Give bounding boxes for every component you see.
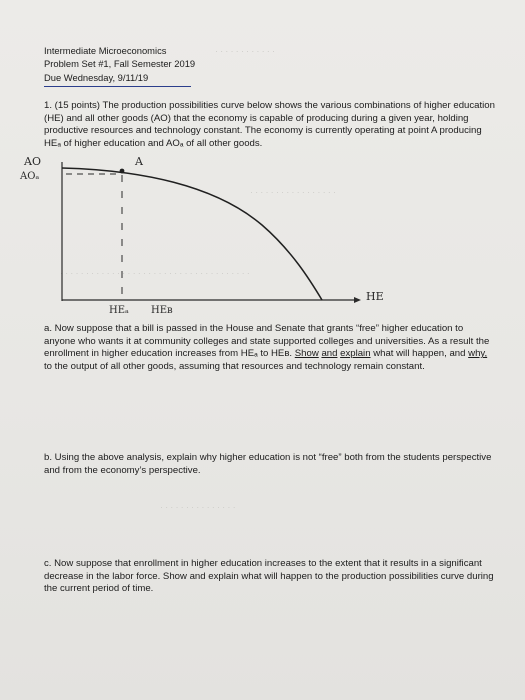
point-a-dot bbox=[120, 169, 125, 174]
problem-set-title: Problem Set #1, Fall Semester 2019 bbox=[44, 58, 196, 69]
bleed-through-text: · · · · · · · · · · · · · · · · · · · · · · · · · · · · · · · · · · · · · bbox=[60, 268, 250, 278]
he-b-label: HEʙ bbox=[151, 305, 173, 316]
bleed-through-text: · · · · · · · · · · · · · · · · · bbox=[250, 187, 336, 197]
x-axis-label: HE bbox=[366, 290, 384, 303]
ppc-curve bbox=[62, 168, 322, 300]
question-a-text: to the output of all other goods, assuming that resources and technology remain constant. bbox=[44, 360, 425, 372]
question-a-text: what will happen, and bbox=[370, 348, 469, 360]
due-date: Due Wednesday, 9/11/19 bbox=[44, 72, 149, 83]
question-a-text: a. Now suppose that a bill is passed in the House and Senate that grants “free” higher education to anyone who wants it at community colleges and state supported colleges and universities. As a result the enrollment in higher education increases from HEₐ to HEʙ. bbox=[44, 323, 490, 360]
question-a bbox=[44, 323, 496, 373]
and-emphasis: and bbox=[321, 348, 338, 360]
y-axis-label: AO bbox=[24, 155, 41, 168]
question-1-intro: 1. (15 points) The production possibilities curve below shows the various combinations of higher education (HE) and all other goods (AO) that the economy is capable of producing during a given year, holding productive resources and technology constant. The economy is currently operating at point A producing HEₐ of higher education and AOₐ of all other goods. bbox=[44, 100, 495, 149]
ao-a-label: AOₐ bbox=[20, 171, 40, 182]
why-emphasis: why, bbox=[468, 348, 488, 360]
x-axis-arrow-icon bbox=[354, 297, 361, 303]
bleed-through-text: · · · · · · · · · · · · · · · bbox=[160, 502, 236, 512]
bleed-through-text: · · · · · · · · · · · · bbox=[215, 46, 275, 56]
explain-emphasis: explain bbox=[340, 348, 371, 360]
question-c: c. Now suppose that enrollment in higher education increases to the extent that it results in a significant decrease in the labor force. Show and explain what will happen to the production possibilities curve during the current period of time. bbox=[44, 558, 494, 595]
point-a-label: A bbox=[135, 155, 143, 168]
question-b: b. Using the above analysis, explain why higher education is not “free” both from the students perspective and from the economy’s perspective. bbox=[44, 452, 492, 476]
he-a-label: HEₐ bbox=[109, 305, 129, 316]
show-emphasis: Show bbox=[294, 348, 319, 360]
course-title: Intermediate Microeconomics bbox=[44, 45, 167, 56]
